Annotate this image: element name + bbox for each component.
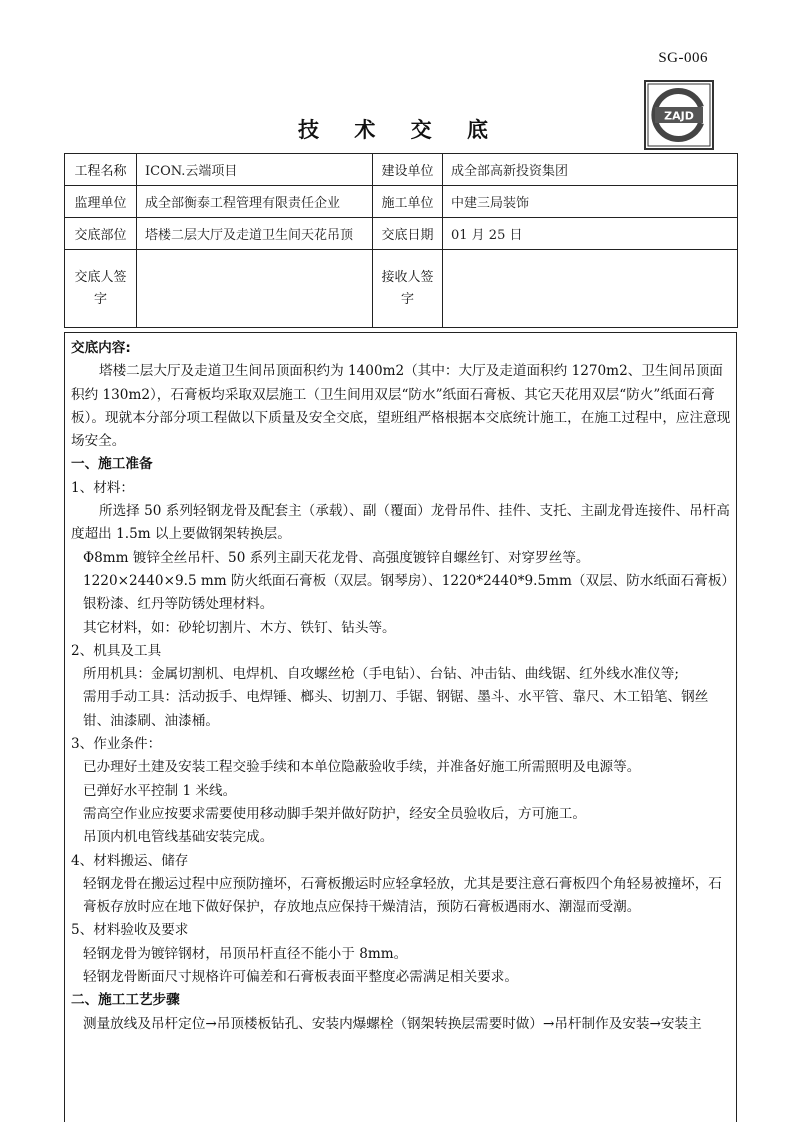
conditions-item-2: 已弹好水平控制 1 米线。 xyxy=(83,782,237,799)
document-code: SG-006 xyxy=(658,50,708,66)
logo-lettering: ZAJD xyxy=(664,109,694,123)
materials-item-1: 所选择 50 系列轻钢龙骨及配套主（承载）、副（覆面）龙骨吊件、挂件、支托、主副龙骨连接件、吊杆高度超出 1.5m 以上要做钢架转换层。 xyxy=(71,503,730,543)
date-label: 交底日期 xyxy=(373,218,443,250)
receiver-signature-field[interactable] xyxy=(443,250,738,328)
conditions-item-1: 已办理好土建及安装工程交验手续和本单位隐蔽验收手续，并准备好施工所需照明及电源等。 xyxy=(83,759,641,776)
topic-label: 交底部位 xyxy=(65,218,137,250)
project-name-value: ICON.云端项目 xyxy=(137,154,373,186)
presenter-signature-label: 交底人签 字 xyxy=(65,250,137,328)
conditions-item-4: 吊顶内机电管线基础安装完成。 xyxy=(83,829,274,846)
receiver-signature-label: 接收人签 字 xyxy=(373,250,443,328)
briefing-content xyxy=(64,332,737,1122)
date-value: 01 月 25 日 xyxy=(443,218,738,250)
materials-item-2: Φ8mm 镀锌全丝吊杆、50 系列主副天花龙骨、高强度镀锌自螺丝钉、对穿罗丝等。 xyxy=(83,549,590,566)
document-title: 技 术 交 底 xyxy=(298,118,502,142)
process-steps: 测量放线及吊杆定位→吊顶楼板钻孔、安装内爆螺栓（钢架转换层需要时做）→吊杆制作及安装→安装主 xyxy=(83,1015,702,1032)
content-heading: 交底内容: xyxy=(71,340,131,356)
section-preparation-heading: 一、施工准备 xyxy=(71,456,153,473)
storage-item-1: 轻钢龙骨在搬运过程中应预防撞坏，石膏板搬运时应轻拿轻放，尤其是要注意石膏板四个角轻易被撞坏，石膏板存放时应在地下做好保护，存放地点应保持干燥清洁，预防石膏板遇雨水、潮湿而受潮。 xyxy=(83,875,722,916)
conditions-heading: 3、作业条件： xyxy=(71,736,162,753)
conditions-item-3: 需高空作业应按要求需要使用移动脚手架并做好防护，经安全员验收后，方可施工。 xyxy=(83,805,586,822)
owner-value: 成全部高新投资集团 xyxy=(443,154,738,186)
tools-item-1: 所用机具：金属切割机、电焊机、自攻螺丝枪（手电钻）、台钻、冲击钻、曲线锯、红外线水准仪等; xyxy=(83,666,679,683)
owner-label: 建设单位 xyxy=(373,154,443,186)
acceptance-item-2: 轻钢龙骨断面尺寸规格许可偏差和石膏板表面平整度必需满足相关要求。 xyxy=(83,969,518,986)
tools-item-2: 需用手动工具：活动扳手、电焊锤、榔头、切割刀、手锯、钢锯、墨斗、水平管、靠尺、木工铅笔、钢丝钳、油漆刷、油漆桶。 xyxy=(83,689,709,729)
presenter-signature-field[interactable] xyxy=(137,250,373,328)
acceptance-heading: 5、材料验收及要求 xyxy=(71,922,189,939)
acceptance-item-1: 轻钢龙骨为镀锌钢材，吊顶吊杆直径不能小于 8mm。 xyxy=(83,945,408,962)
tools-heading: 2、机具及工具 xyxy=(71,642,162,659)
contractor-label: 施工单位 xyxy=(373,186,443,218)
contractor-value: 中建三局装饰 xyxy=(443,186,738,218)
materials-item-3: 1220×2440×9.5 mm 防火纸面石膏板（双层。钢琴房）、1220*2440*9.5mm（双层、防水纸面石膏板） xyxy=(83,572,736,589)
materials-item-4: 银粉漆、红丹等防锈处理材料。 xyxy=(83,596,274,613)
storage-heading: 4、材料搬运、储存 xyxy=(71,852,189,869)
materials-heading: 1、材料： xyxy=(71,479,135,496)
supervisor-value: 成全部衡泰工程管理有限责任企业 xyxy=(137,186,373,218)
project-name-label: 工程名称 xyxy=(65,154,137,186)
topic-value: 塔楼二层大厅及走道卫生间天花吊顶 xyxy=(137,218,373,250)
intro-paragraph: 塔楼二层大厅及走道卫生间吊顶面积约为 1400m2（其中：大厅及走道面积约 1270m2、卫生间吊顶面积约 130m2），石膏板均采取双层施工（卫生间用双层“防水”纸面石膏板、其它天花用双层“防火”纸面石膏板）。现就本分部分项工程做以下质量及安全交底，望班组严格根据本交底统计施工，在施工过程中，应注意现场安全。 xyxy=(71,363,731,450)
materials-item-5: 其它材料，如：砂轮切割片、木方、铁钉、钻头等。 xyxy=(83,619,396,636)
project-info-table xyxy=(64,153,738,328)
section-process-heading: 二、施工工艺步骤 xyxy=(71,992,180,1009)
supervisor-label: 监理单位 xyxy=(65,186,137,218)
